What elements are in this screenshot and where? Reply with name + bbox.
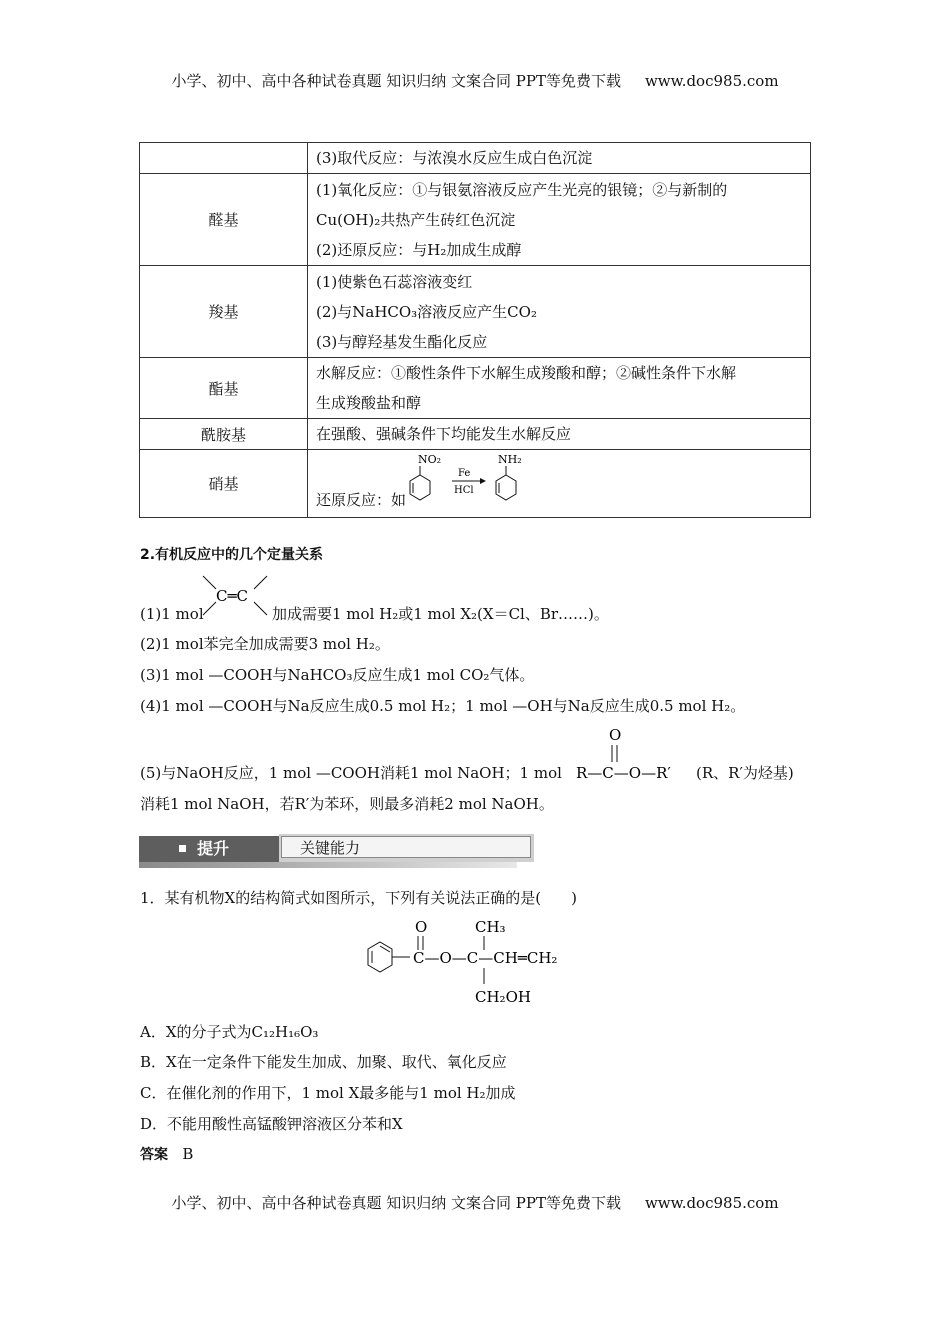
page-footer [0,1192,950,1213]
table-line: (1)氧化反应：①与银氨溶液反应产生光亮的银镜；②与新制的 [316,180,728,199]
header-site: www.doc985.com [644,72,779,90]
item1-suffix: 加成需要1 mol H₂或1 mol X₂(X＝Cl、Br……)。 [272,605,609,623]
hydroxymethyl-group: CH₂OH [475,988,531,1006]
functional-group-table [139,142,811,518]
molecule-x-structure [362,912,602,1012]
table-line: (3)取代反应：与浓溴水反应生成白色沉淀 [316,149,593,167]
table-line: Cu(OH)₂共热产生砖红色沉淀 [316,210,516,229]
table-group-cell: 羧基 [140,266,308,358]
answer-label: 答案 [140,1147,168,1163]
table-content-cell [308,266,811,358]
option-a: A．X的分子式为C₁₂H₁₆O₃ [140,1023,319,1041]
option-b: B．X在一定条件下能发生加成、加聚、取代、氧化反应 [140,1053,507,1071]
section2-title: 2.有机反应中的几个定量关系 [140,547,324,563]
table-line: 生成羧酸盐和醇 [316,394,422,412]
nitro-group-label: NO₂ [418,452,442,466]
table-row [140,450,811,518]
option-d: D．不能用酸性高锰酸钾溶液区分苯和X [140,1115,403,1133]
table-content-cell [308,174,811,266]
option-c: C．在催化剂的作用下，1 mol X最多能与1 mol H₂加成 [140,1084,516,1102]
section-banner [139,832,517,868]
alkene-structure [198,573,272,619]
table-group-cell: 酯基 [140,358,308,419]
nitro-reduction-label: 还原反应：如 [316,490,407,509]
table-row [140,143,811,174]
footer-site: www.doc985.com [644,1194,779,1212]
alkene-label: C═C [216,587,248,605]
reagent-hcl: HCl [454,484,474,496]
ester-structure [576,724,696,786]
table-content-cell [308,419,811,450]
carbonyl-oxygen: O [415,918,428,936]
table-group-cell: 酰胺基 [140,419,308,450]
item3: (3)1 mol —COOH与NaHCO₃反应生成1 mol CO₂气体。 [140,666,535,684]
item5-suffix: (R、R′为烃基) [696,764,794,782]
answer-value: B [182,1145,194,1163]
page-header [0,70,950,91]
table-content-cell [308,143,811,174]
table-row [140,266,811,358]
banner-title: 提升 [197,839,230,858]
item1-prefix: (1)1 mol [140,605,204,623]
header-text: 小学、初中、高中各种试卷真题 知识归纳 文案合同 PPT等免费下载 [171,72,621,90]
item5-prefix: (5)与NaOH反应，1 mol —COOH消耗1 mol NaOH；1 mol [140,764,562,782]
amine-group-label: NH₂ [498,452,522,466]
table-content-cell [308,450,811,518]
banner-label: 关键能力 [281,836,531,858]
table-group-cell [140,143,308,174]
ester-oxygen-label: O [609,726,622,744]
item2: (2)1 mol苯完全加成需要3 mol H₂。 [140,635,390,653]
table-line: (1)使紫色石蕊溶液变红 [316,272,473,291]
nitro-reduction-scheme [406,451,536,515]
table-group-cell: 醛基 [140,174,308,266]
table-line: (2)还原反应：与H₂加成生成醇 [316,240,522,259]
answer-line [140,1144,193,1165]
table-row [140,174,811,266]
table-group-cell: 硝基 [140,450,308,518]
table-line: 在强酸、强碱条件下均能发生水解反应 [316,425,572,443]
methyl-group: CH₃ [475,918,506,936]
footer-text: 小学、初中、高中各种试卷真题 知识归纳 文案合同 PPT等免费下载 [171,1194,621,1212]
table-line: 水解反应：①酸性条件下水解生成羧酸和醇；②碱性条件下水解 [316,364,737,382]
reagent-fe: Fe [458,467,471,479]
main-chain: C—O—C—CH═CH₂ [413,949,558,967]
question-stem: 1．某有机物X的结构简式如图所示，下列有关说法正确的是( ) [140,889,577,907]
ester-formula-label: R—C—O—R′ [576,764,671,782]
table-line: (3)与醇羟基发生酯化反应 [316,332,488,351]
square-bullet-icon [179,845,186,852]
table-line: (2)与NaHCO₃溶液反应产生CO₂ [316,302,537,321]
table-row [140,419,811,450]
table-row [140,358,811,419]
table-content-cell [308,358,811,419]
item5-line2: 消耗1 mol NaOH，若R′为苯环，则最多消耗2 mol NaOH。 [140,795,554,813]
item4: (4)1 mol —COOH与Na反应生成0.5 mol H₂；1 mol —OH与Na反应生成0.5 mol H₂。 [140,697,746,715]
